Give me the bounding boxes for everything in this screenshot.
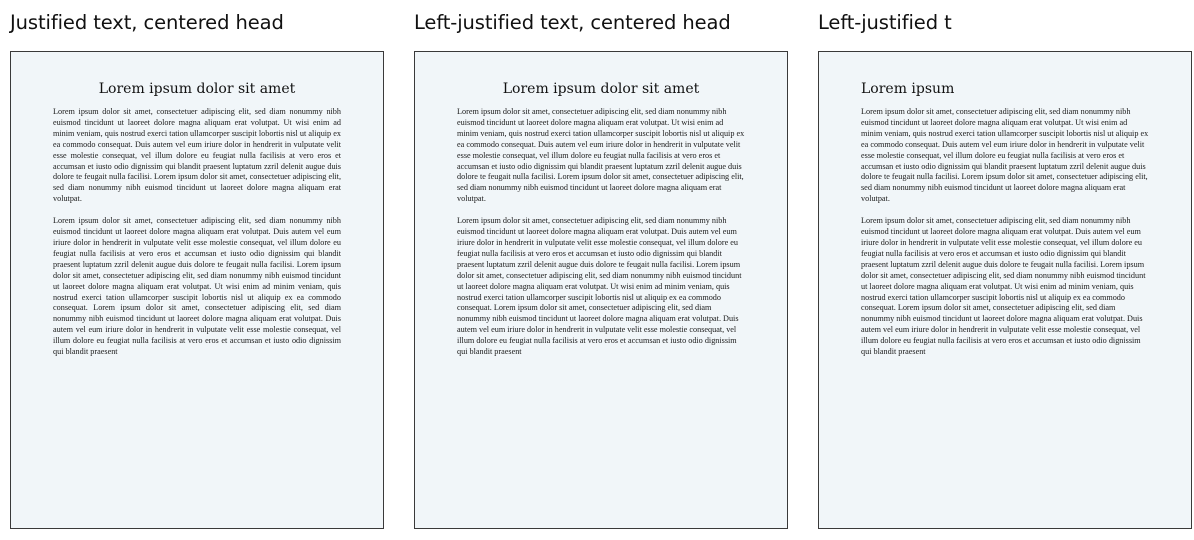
sample-body (457, 107, 745, 358)
column-caption: Justified text, centered head (10, 11, 284, 34)
sample-heading: Lorem ipsum (861, 81, 955, 97)
column-caption: Left-justified text, centered head (414, 11, 731, 34)
column-caption: Left-justified t (818, 11, 952, 34)
sample-body (53, 107, 341, 358)
sample-body (861, 107, 1149, 358)
sample-page (818, 51, 1192, 529)
sample-heading: Lorem ipsum dolor sit amet (502, 81, 700, 97)
body-paragraph: Lorem ipsum dolor sit amet, consectetuer adipiscing elit, sed diam nonummy nibh euismod tincidunt ut laoreet dolore magna aliquam erat volutpat. Ut wisi enim ad minim veniam, quis nostrud exerci tation ullamcorper suscipit lobortis nisl ut aliquip ex ea commodo consequat. Duis autem vel eum iriure dolor in hendrerit in vulputate velit esse molestie consequat, vel illum dolore eu feugiat nulla facilisis at vero eros et accumsan et iusto odio dignissim qui blandit praesent luptatum zzril delenit augue duis dolore te feugait nulla facilisi. Lorem ipsum dolor sit amet, consectetuer adipiscing elit, sed diam nonummy nibh euismod tincidunt ut laoreet dolore magna aliquam erat volutpat. (457, 107, 745, 204)
sample-page (414, 51, 788, 529)
body-paragraph: Lorem ipsum dolor sit amet, consectetuer adipiscing elit, sed diam nonummy nibh euismod tincidunt ut laoreet dolore magna aliquam erat volutpat. Duis autem vel eum iriure dolor in hendrerit in vulputate velit esse molestie consequat, vel illum dolore eu feugiat nulla facilisis at vero eros et accumsan et iusto odio dignissim qui blandit praesent luptatum zzril delenit augue duis dolore te feugait nulla facilisi. Lorem ipsum dolor sit amet, consectetuer adipiscing elit, sed diam nonummy nibh euismod tincidunt ut laoreet dolore magna aliquam erat volutpat. Ut wisi enim ad minim veniam, quis nostrud exerci tation ullamcorper suscipit lobortis nisl ut aliquip ex ea commodo consequat. Lorem ipsum dolor sit amet, consectetuer adipiscing elit, sed diam nonummy nibh euismod tincidunt ut laoreet dolore magna aliquam erat volutpat. Duis autem vel eum iriure dolor in hendrerit in vulputate velit esse molestie consequat, vel illum dolore eu feugiat nulla facilisis at vero eros et accumsan et iusto odio dignissim qui blandit praesent (457, 216, 742, 357)
body-paragraph: Lorem ipsum dolor sit amet, consectetuer adipiscing elit, sed diam nonummy nibh euismod tincidunt ut laoreet dolore magna aliquam erat volutpat. Duis autem vel eum iriure dolor in hendrerit in vulputate velit esse molestie consequat, vel illum dolore eu feugiat nulla facilisis at vero eros et accumsan et iusto odio dignissim qui blandit praesent luptatum zzril delenit augue duis dolore te feugait nulla facilisi. Lorem ipsum dolor sit amet, consectetuer adipiscing elit, sed diam nonummy nibh euismod tincidunt ut laoreet dolore magna aliquam erat volutpat. Ut wisi enim ad minim veniam, quis nostrud exerci tation ullamcorper suscipit lobortis nisl ut aliquip ex ea commodo consequat. Lorem ipsum dolor sit amet, consectetuer adipiscing elit, sed diam nonummy nibh euismod tincidunt ut laoreet dolore magna aliquam erat volutpat. Duis autem vel eum iriure dolor in hendrerit in vulputate velit esse molestie consequat, vel illum dolore eu feugiat nulla facilisis at vero eros et accumsan et iusto odio dignissim qui blandit praesent (53, 216, 341, 357)
sample-page (10, 51, 384, 529)
sample-heading: Lorem ipsum dolor sit amet (98, 81, 296, 97)
body-paragraph: Lorem ipsum dolor sit amet, consectetuer adipiscing elit, sed diam nonummy nibh euismod tincidunt ut laoreet dolore magna aliquam erat volutpat. Ut wisi enim ad minim veniam, quis nostrud exerci tation ullamcorper suscipit lobortis nisl ut aliquip ex ea commodo consequat. Duis autem vel eum iriure dolor in hendrerit in vulputate velit esse molestie consequat, vel illum dolore eu feugiat nulla facilisis at vero eros et accumsan et iusto odio dignissim qui blandit praesent luptatum zzril delenit augue duis dolore te feugait nulla facilisi. Lorem ipsum dolor sit amet, consectetuer adipiscing elit, sed diam nonummy nibh euismod tincidunt ut laoreet dolore magna aliquam erat volutpat. (861, 107, 1149, 204)
body-paragraph: Lorem ipsum dolor sit amet, consectetuer adipiscing elit, sed diam nonummy nibh euismod tincidunt ut laoreet dolore magna aliquam erat volutpat. Duis autem vel eum iriure dolor in hendrerit in vulputate velit esse molestie consequat, vel illum dolore eu feugiat nulla facilisis at vero eros et accumsan et iusto odio dignissim qui blandit praesent luptatum zzril delenit augue duis dolore te feugait nulla facilisi. Lorem ipsum dolor sit amet, consectetuer adipiscing elit, sed diam nonummy nibh euismod tincidunt ut laoreet dolore magna aliquam erat volutpat. Ut wisi enim ad minim veniam, quis nostrud exerci tation ullamcorper suscipit lobortis nisl ut aliquip ex ea commodo consequat. Lorem ipsum dolor sit amet, consectetuer adipiscing elit, sed diam nonummy nibh euismod tincidunt ut laoreet dolore magna aliquam erat volutpat. Duis autem vel eum iriure dolor in hendrerit in vulputate velit esse molestie consequat, vel illum dolore eu feugiat nulla facilisis at vero eros et accumsan et iusto odio dignissim qui blandit praesent (861, 216, 1146, 357)
body-paragraph: Lorem ipsum dolor sit amet, consectetuer adipiscing elit, sed diam nonummy nibh euismod tincidunt ut laoreet dolore magna aliquam erat volutpat. Ut wisi enim ad minim veniam, quis nostrud exerci tation ullamcorper suscipit lobortis nisl ut aliquip ex ea commodo consequat. Duis autem vel eum iriure dolor in hendrerit in vulputate velit esse molestie consequat, vel illum dolore eu feugiat nulla facilisis at vero eros et accumsan et iusto odio dignissim qui blandit praesent luptatum zzril delenit augue duis dolore te feugait nulla facilisi. Lorem ipsum dolor sit amet, consectetuer adipiscing elit, sed diam nonummy nibh euismod tincidunt ut laoreet dolore magna aliquam erat volutpat. (53, 107, 341, 204)
